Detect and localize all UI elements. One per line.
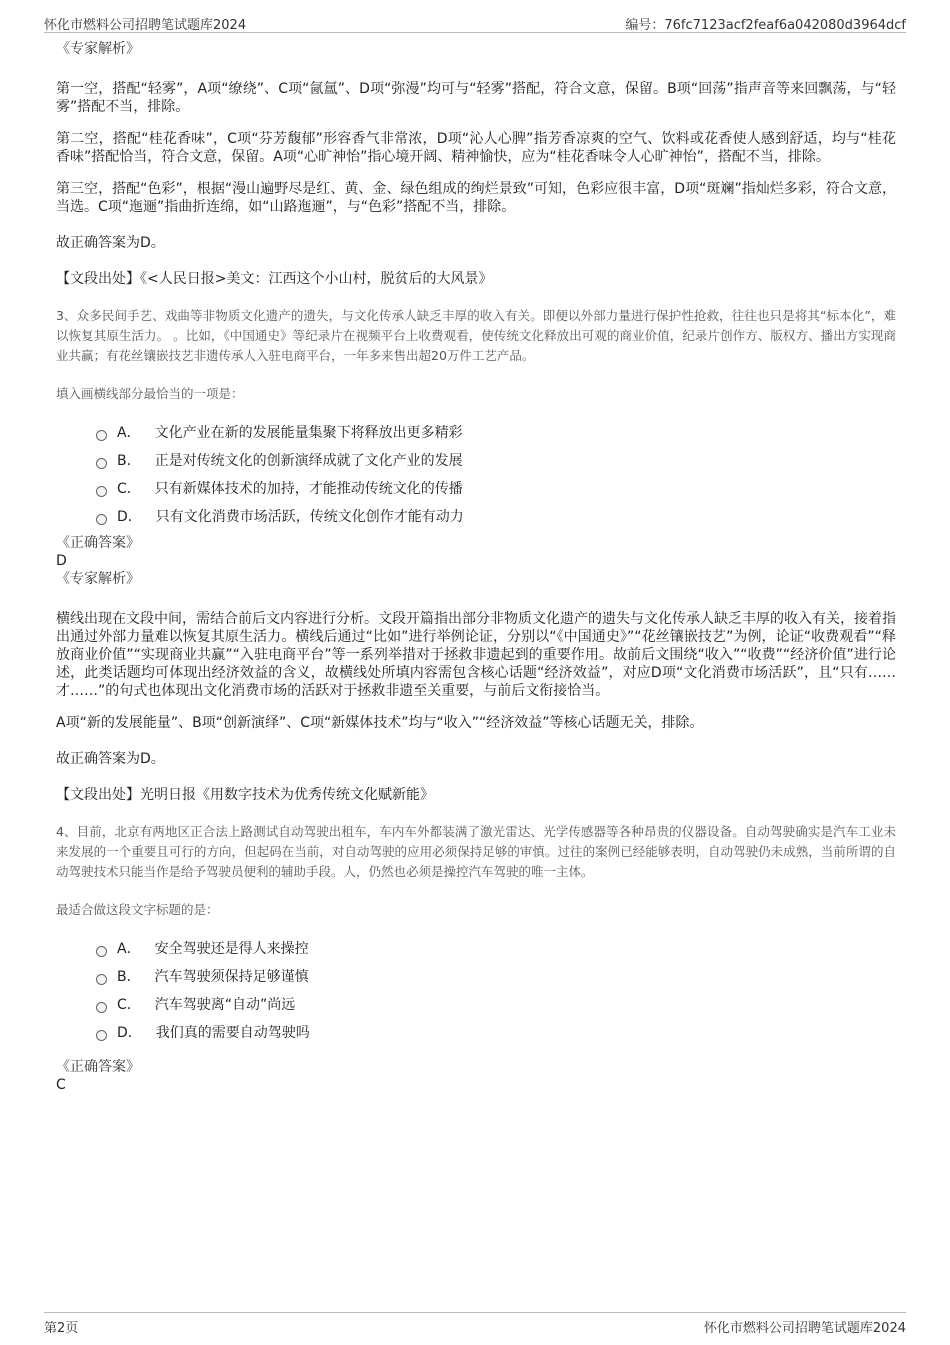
option-letter: A． <box>117 425 141 441</box>
q3-option-a[interactable] <box>96 418 896 446</box>
radio-icon[interactable] <box>96 430 107 441</box>
option-text: 正是对传统文化的创新演绎成就了文化产业的发展 <box>154 453 463 469</box>
q2-analysis-para-2: 第二空，搭配“桂花香味”，C项“芬芳馥郁”形容香气非常浓，D项“沁人心脾”指芳香凉爽的空气、饮料或花香使人感到舒适，均与“桂花香味”搭配恰当，符合文意，保留。A项“心旷神怡”指心境开阔、精神愉快，应为“桂花香味令人心旷神怡”，搭配不当，排除。 <box>56 131 896 165</box>
q3-analysis-label: 《专家解析》 <box>56 571 140 587</box>
q3-analysis-para-1: 横线出现在文段中间，需结合前后文内容进行分析。文段开篇指出部分非物质文化遗产的遗失与文化传承人缺乏丰厚的收入有关，接着指出通过外部力量难以恢复其原生活力。横线后通过“比如”进行举例论证，分别以“《中国通史》”“花丝镶嵌技艺”为例，论证“收费观看”“释放商业价值”“实现商业共赢”“入驻电商平台”等一系列举措对于拯救非遗起到的重要作用。故前后文围绕“收入”“收费”“经济价值”进行论述，此类话题均可体现出经济效益的含义，故横线处所填内容需包含核心话题“经济效益”，对应D项“文化消费市场活跃”，且“只有……才……”的句式也体现出文化消费市场的活跃对于拯救非遗至关重要，与前后文衔接恰当。 <box>56 611 896 699</box>
header-title: 怀化市燃料公司招聘笔试题库2024 <box>44 18 247 33</box>
q2-analysis-para-3: 第三空，搭配“色彩”，根据“漫山遍野尽是红、黄、金、绿色组成的绚烂景致”可知，色彩应很丰富，D项“斑斓”指灿烂多彩，符合文意，当选。C项“迤逦”指曲折连绵，如“山路迤逦”，与“色彩”搭配不当，排除。 <box>56 181 896 215</box>
option-text: 安全驾驶还是得人来操控 <box>154 941 309 957</box>
q3-options <box>96 418 896 530</box>
option-text: 只有新媒体技术的加持，才能推动传统文化的传播 <box>154 481 463 497</box>
q3-answer-label: 《正确答案》 <box>56 535 140 551</box>
q2-source: 【文段出处】《<人民日报>美文：江西这个小山村，脱贫后的大风景》 <box>56 271 493 287</box>
q4-option-b[interactable] <box>96 962 896 990</box>
page-footer <box>44 1312 906 1335</box>
q3-option-b[interactable] <box>96 446 896 474</box>
option-letter: C． <box>117 481 141 497</box>
q2-analysis-para-1: 第一空，搭配“轻雾”，A项“缭绕”、C项“氤氲”、D项“弥漫”均可与“轻雾”搭配，符合文意，保留。B项“回荡”指声音等来回飘荡，与“轻雾”搭配不当，排除。 <box>56 81 896 115</box>
page-number: 第2页 <box>44 1321 79 1336</box>
q4-prompt: 最适合做这段文字标题的是： <box>56 902 219 917</box>
radio-icon[interactable] <box>96 1030 107 1041</box>
option-text: 汽车驾驶离“自动”尚远 <box>154 997 296 1013</box>
radio-icon[interactable] <box>96 1002 107 1013</box>
q3-analysis-para-2: A项“新的发展能量”、B项“创新演绎”、C项“新媒体技术”均与“收入”“经济效益”等核心话题无关，排除。 <box>56 715 704 731</box>
q3-conclusion: 故正确答案为D。 <box>56 751 165 767</box>
q4-option-a[interactable] <box>96 934 896 962</box>
option-letter: D． <box>117 509 142 525</box>
q3-answer: D <box>56 553 67 569</box>
q4-stem: 4、目前，北京有两地区正合法上路测试自动驾驶出租车，车内车外都装满了激光雷达、光学传感器等各种昂贵的仪器设备。自动驾驶确实是汽车工业未来发展的一个重要且可行的方向，但起码在当前，对自动驾驶的应用必须保持足够的审慎。过往的案例已经能够表明，自动驾驶仍未成熟，当前所谓的自动驾驶技术只能当作是给予驾驶员便利的辅助手段。人，仍然也必须是操控汽车驾驶的唯一主体。 <box>56 824 896 879</box>
option-letter: D． <box>117 1025 142 1041</box>
q2-conclusion: 故正确答案为D。 <box>56 235 165 251</box>
page-content <box>56 40 896 1094</box>
q3-option-c[interactable] <box>96 474 896 502</box>
option-text: 我们真的需要自动驾驶吗 <box>155 1025 310 1041</box>
document-id: 编号：76fc7123acf2feaf6a042080d3964dcf <box>625 18 906 33</box>
radio-icon[interactable] <box>96 486 107 497</box>
radio-icon[interactable] <box>96 946 107 957</box>
q2-analysis-label: 《专家解析》 <box>56 41 140 57</box>
q3-option-d[interactable] <box>96 502 896 530</box>
footer-title: 怀化市燃料公司招聘笔试题库2024 <box>703 1321 906 1336</box>
q4-option-d[interactable] <box>96 1018 896 1046</box>
radio-icon[interactable] <box>96 974 107 985</box>
q3-prompt: 填入画横线部分最恰当的一项是： <box>56 386 244 401</box>
option-text: 文化产业在新的发展能量集聚下将释放出更多精彩 <box>154 425 463 441</box>
option-letter: A． <box>117 941 141 957</box>
radio-icon[interactable] <box>96 514 107 525</box>
option-text: 汽车驾驶须保持足够谨慎 <box>154 969 309 985</box>
option-letter: B． <box>117 453 141 469</box>
q4-answer: C <box>56 1077 66 1093</box>
q3-stem: 3、众多民间手艺、戏曲等非物质文化遗产的遗失，与文化传承人缺乏丰厚的收入有关。即便以外部力量进行保护性抢救，往往也只是将其“标本化”，难以恢复其原生活力。 。比如，《中国通史》等纪录片在视频平台上收费观看，使传统文化释放出可观的商业价值，纪录片创作方、版权方、播出方实现商业共赢；有花丝镶嵌技艺非遗传承人入驻电商平台，一年多来售出超20万件工艺产品。 <box>56 308 896 363</box>
option-text: 只有文化消费市场活跃，传统文化创作才能有动力 <box>155 509 464 525</box>
q4-options <box>96 934 896 1046</box>
option-letter: B． <box>117 969 141 985</box>
option-letter: C． <box>117 997 141 1013</box>
radio-icon[interactable] <box>96 458 107 469</box>
q4-option-c[interactable] <box>96 990 896 1018</box>
page-header <box>44 10 906 33</box>
q4-answer-label: 《正确答案》 <box>56 1059 140 1075</box>
q3-source: 【文段出处】光明日报《用数字技术为优秀传统文化赋新能》 <box>56 787 434 803</box>
